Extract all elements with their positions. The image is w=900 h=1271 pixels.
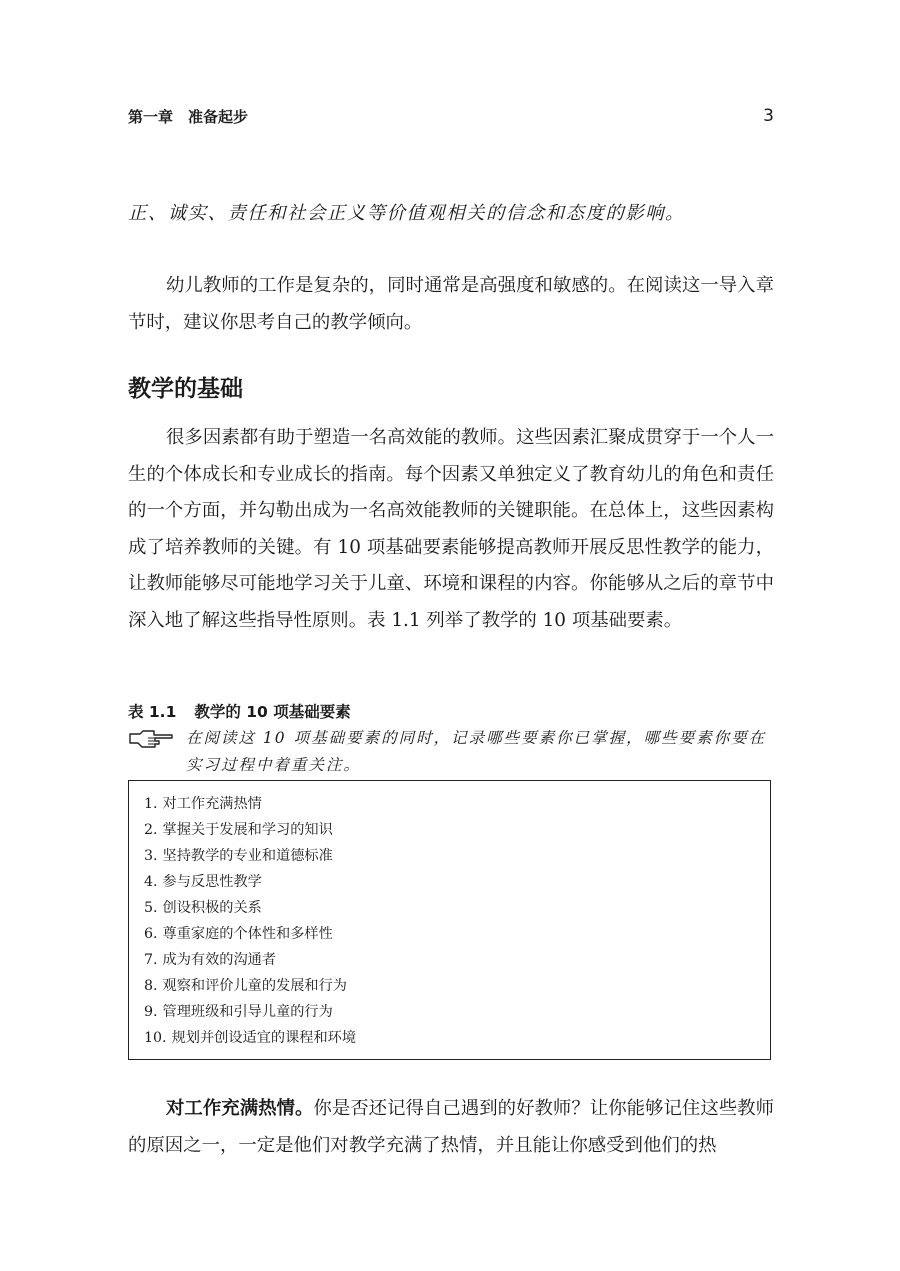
- item-text: 创设积极的关系: [162, 900, 262, 916]
- item-number: 3.: [144, 848, 158, 864]
- tip-text: 在阅读这 10 项基础要素的同时，记录哪些要素你已掌握，哪些要素你要在实习过程中着重关注。: [186, 729, 767, 774]
- item-number: 1.: [144, 796, 158, 812]
- intro-paragraph: 幼儿教师的工作是复杂的，同时通常是高强度和敏感的。在阅读这一导入章节时，建议你思考自己的教学倾向。: [128, 275, 774, 333]
- list-item: [144, 1025, 770, 1051]
- list-item: [144, 817, 770, 843]
- item-number: 9.: [144, 1004, 158, 1020]
- book-page: [128, 0, 774, 1271]
- list-item: [144, 869, 770, 895]
- item-text: 规划并创设适宜的课程和环境: [171, 1030, 357, 1046]
- item-text: 掌握关于发展和学习的知识: [162, 822, 333, 838]
- item-number: 10.: [144, 1030, 167, 1046]
- item-text: 参与反思性教学: [162, 874, 262, 890]
- list-item: [144, 921, 770, 947]
- item-text: 尊重家庭的个体性和多样性: [162, 926, 333, 942]
- enthusiasm-paragraph: [128, 1091, 774, 1164]
- chapter-title: 第一章 准备起步: [128, 108, 249, 126]
- paragraph-lead: 对工作充满热情。: [166, 1098, 314, 1119]
- table-number: 表 1.1: [128, 703, 177, 721]
- list-item: [144, 999, 770, 1025]
- paragraph-body: 你是否还记得自己遇到的好教师？让你能够记住这些教师的原因之一，一定是他们对教学充满了热情，并且能让你感受到他们的热: [128, 1098, 774, 1156]
- list-item: [144, 843, 770, 869]
- pointing-hand-icon: [128, 728, 174, 752]
- item-text: 对工作充满热情: [162, 796, 262, 812]
- list-item: [144, 895, 770, 921]
- item-number: 7.: [144, 952, 158, 968]
- item-number: 6.: [144, 926, 158, 942]
- reading-tip: [128, 728, 774, 780]
- table-caption: [128, 700, 351, 722]
- continued-paragraph: 正、诚实、责任和社会正义等价值观相关的信念和态度的影响。: [128, 203, 685, 224]
- item-text: 坚持教学的专业和道德标准: [162, 848, 333, 864]
- item-number: 2.: [144, 822, 158, 838]
- table-box: [128, 780, 771, 1060]
- item-number: 8.: [144, 978, 158, 994]
- item-number: 4.: [144, 874, 158, 890]
- foundations-paragraph: 很多因素都有助于塑造一名高效能的教师。这些因素汇聚成贯穿于一个人一生的个体成长和专业成长的指南。每个因素又单独定义了教育幼儿的角色和责任的一个方面，并勾勒出成为一名高效能教师的关键职能。在总体上，这些因素构成了培养教师的关键。有 10 项基础要素能够提高教师开展反思性教学的能力，让教师能够尽可能地学习关于儿童、环境和课程的内容。你能够从之后的章节中深入地了解这些指导性原则。表 1.1 列举了教学的 10 项基础要素。: [128, 427, 774, 631]
- item-text: 观察和评价儿童的发展和行为: [162, 978, 347, 994]
- item-text: 成为有效的沟通者: [162, 952, 277, 968]
- item-number: 5.: [144, 900, 158, 916]
- item-text: 管理班级和引导儿童的行为: [162, 1004, 333, 1020]
- section-heading: 教学的基础: [128, 376, 243, 402]
- list-item: [144, 973, 770, 999]
- foundations-list: [129, 781, 770, 1051]
- page-number: 3: [763, 106, 774, 126]
- list-item: [144, 947, 770, 973]
- table-title: 教学的 10 项基础要素: [194, 703, 351, 721]
- running-header: [128, 106, 774, 130]
- list-item: [144, 791, 770, 817]
